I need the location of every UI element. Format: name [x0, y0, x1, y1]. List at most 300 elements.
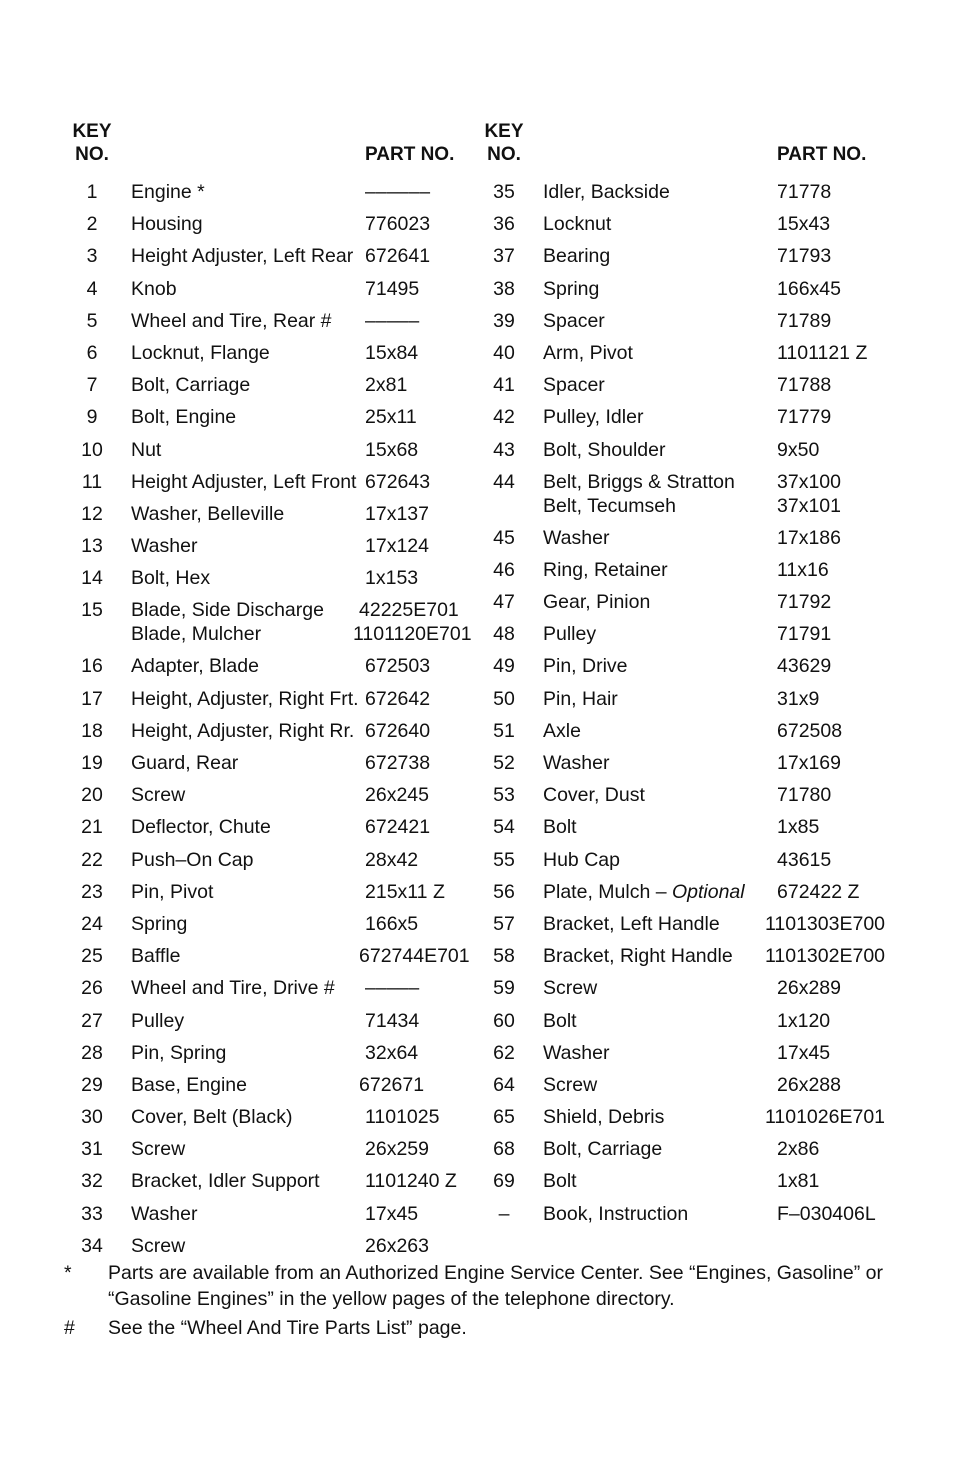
- description-text: Locknut: [543, 213, 612, 236]
- part-description: [543, 912, 720, 936]
- parts-row: [472, 908, 912, 940]
- description-text: Gear, Pinion: [543, 591, 651, 614]
- key-number: 12: [81, 502, 103, 525]
- part-description: [543, 654, 628, 678]
- part-number: 672642: [365, 687, 431, 710]
- description-text: Adapter, Blade: [131, 655, 259, 678]
- description-text: Bearing: [543, 245, 611, 268]
- key-number: 11: [81, 470, 103, 493]
- key-number: 21: [81, 816, 103, 839]
- parts-row: [472, 434, 912, 466]
- part-number: 71791: [777, 623, 832, 646]
- parts-row: [472, 1133, 912, 1165]
- description-text: Housing: [131, 213, 203, 236]
- key-number: 18: [81, 719, 103, 742]
- parts-row: [472, 844, 912, 876]
- key-number: 5: [86, 309, 98, 332]
- part-number: 1x153: [365, 567, 419, 590]
- part-number: 672422 Z: [777, 880, 860, 903]
- key-number: 65: [493, 1106, 515, 1129]
- key-number: 17: [81, 687, 103, 710]
- part-number: 26x263: [365, 1234, 429, 1257]
- key-number: 53: [493, 784, 515, 807]
- part-number: 17x45: [777, 1041, 831, 1064]
- part-number: 15x68: [365, 438, 419, 461]
- parts-row: [60, 466, 480, 498]
- part-description: [131, 912, 187, 936]
- key-number: 55: [493, 848, 515, 871]
- part-number: 1101025: [365, 1106, 440, 1129]
- parts-row: [472, 618, 912, 650]
- parts-row: [60, 337, 480, 369]
- part-description: [131, 277, 177, 301]
- part-description: [543, 590, 650, 614]
- key-number: 29: [81, 1073, 103, 1096]
- part-description: [543, 1009, 577, 1033]
- description-text: Spring: [543, 277, 600, 300]
- parts-row: [60, 715, 480, 747]
- part-description: [543, 783, 645, 807]
- parts-row: [60, 1198, 480, 1230]
- parts-row: [472, 176, 912, 208]
- part-number: 31x9: [777, 687, 820, 710]
- description-text: Bolt, Shoulder: [543, 438, 666, 461]
- part-number: 672738: [365, 752, 431, 774]
- key-number: 33: [81, 1202, 103, 1225]
- part-description: [543, 558, 668, 582]
- parts-row: [472, 1037, 912, 1069]
- part-number: 71788: [777, 374, 832, 397]
- part-number: 672640: [365, 719, 431, 742]
- part-number: 672503: [365, 655, 431, 678]
- key-number: 30: [81, 1106, 103, 1129]
- description-text: Bolt: [543, 1170, 577, 1193]
- key-number: 7: [86, 374, 98, 397]
- description-text: Ring, Retainer: [543, 558, 668, 581]
- part-description: [543, 751, 609, 775]
- parts-row: [60, 369, 480, 401]
- description-italic: Optional: [671, 880, 745, 903]
- key-number: 60: [493, 1009, 515, 1032]
- part-description: [543, 848, 620, 872]
- description-text: Screw: [543, 1073, 598, 1096]
- part-description: [131, 341, 270, 365]
- description-text: Pin, Spring: [131, 1041, 227, 1064]
- part-number: 1101026E701: [765, 1106, 886, 1129]
- parts-row: [60, 240, 480, 272]
- key-number: 49: [493, 655, 515, 678]
- part-number: 672508: [777, 719, 843, 742]
- part-number: 37x100: [777, 470, 841, 493]
- description-text: Wheel and Tire, Rear #: [131, 309, 332, 332]
- part-description: [131, 438, 161, 462]
- parts-row: [60, 1101, 480, 1133]
- part-number: F–030406L: [777, 1202, 876, 1225]
- parts-row: [60, 1037, 480, 1069]
- part-description: [131, 470, 356, 494]
- part-description: [131, 751, 238, 775]
- footnote-symbol: *: [64, 1262, 72, 1284]
- part-description: [131, 1169, 320, 1193]
- description-text: Deflector, Chute: [131, 816, 271, 839]
- part-description: [131, 944, 181, 968]
- description-text: Pin, Drive: [543, 655, 628, 678]
- parts-row: [60, 908, 480, 940]
- parts-row: [60, 562, 480, 594]
- part-number: 25x11: [365, 406, 417, 429]
- parts-row: [60, 401, 480, 433]
- key-number: 35: [493, 181, 515, 203]
- parts-row: [472, 305, 912, 337]
- part-number: –––––: [365, 309, 420, 332]
- parts-row: [472, 369, 912, 401]
- part-description: [543, 526, 609, 550]
- part-number: 11x16: [777, 558, 829, 581]
- part-description: [131, 976, 335, 1000]
- part-number-alt: 37x101: [777, 494, 841, 517]
- key-number: 28: [81, 1041, 103, 1064]
- key-header-line2: NO.: [75, 144, 109, 165]
- description-text: Axle: [543, 719, 581, 742]
- description-text: Bolt: [543, 816, 577, 839]
- description-text: Spring: [131, 912, 188, 935]
- parts-row: [472, 522, 912, 554]
- description-text: Bracket, Left Handle: [543, 912, 720, 935]
- part-number: 15x43: [777, 213, 831, 236]
- part-description: [131, 1234, 185, 1258]
- footnote-text: See the “Wheel And Tire Parts List” page.: [108, 1317, 467, 1339]
- description-text: Height, Adjuster, Right Frt.: [131, 687, 359, 710]
- description-text: Knob: [131, 277, 177, 300]
- column-header: [472, 118, 912, 170]
- part-description: [131, 719, 354, 743]
- part-number: 42225E701: [359, 599, 459, 622]
- description-text: Bolt: [543, 1009, 577, 1032]
- part-number: 32x64: [365, 1041, 419, 1064]
- part-number: 1101121 Z: [777, 341, 868, 364]
- description-text: Pulley: [543, 623, 597, 646]
- key-number: 40: [493, 341, 515, 364]
- part-description: [543, 1073, 597, 1097]
- description-text: Pin, Hair: [543, 687, 618, 710]
- parts-row: [60, 844, 480, 876]
- description-text: Washer: [543, 752, 610, 774]
- description-text: Push–On Cap: [131, 848, 254, 871]
- part-number: 2x81: [365, 374, 408, 397]
- key-number: 68: [493, 1138, 515, 1161]
- description-text: Screw: [543, 977, 598, 1000]
- key-number: 2: [86, 213, 98, 236]
- key-no-header: [472, 120, 536, 166]
- part-number: 28x42: [365, 848, 419, 871]
- key-number: 46: [493, 558, 515, 581]
- key-header-line1: KEY: [484, 121, 524, 142]
- parts-row: [60, 176, 480, 208]
- part-description: [131, 848, 254, 872]
- key-number: 50: [493, 687, 515, 710]
- key-number: 39: [493, 309, 515, 332]
- key-number: 54: [493, 816, 515, 839]
- description-text: Bolt, Carriage: [543, 1138, 663, 1161]
- part-number: 1101303E700: [765, 912, 886, 935]
- parts-column-right: [472, 118, 912, 1230]
- key-number: 58: [493, 945, 515, 968]
- part-number: 26x289: [777, 977, 841, 1000]
- parts-row: [472, 1198, 912, 1230]
- part-description: [131, 1105, 292, 1129]
- part-number: 26x259: [365, 1138, 429, 1161]
- key-number: 34: [81, 1234, 103, 1257]
- parts-row: [60, 811, 480, 843]
- key-number: 9: [86, 406, 98, 429]
- part-number: 43629: [777, 655, 832, 678]
- part-description: [131, 534, 197, 558]
- parts-row: [472, 273, 912, 305]
- key-number: 62: [493, 1041, 515, 1064]
- description-text: Blade, Side Discharge: [131, 599, 324, 622]
- description-text: Spacer: [543, 374, 605, 397]
- part-number: 9x50: [777, 438, 820, 461]
- description-text: Screw: [131, 784, 186, 807]
- key-number: 59: [493, 977, 515, 1000]
- part-number: ––––––: [365, 181, 431, 203]
- part-number: 215x11 Z: [365, 880, 445, 903]
- parts-row: [60, 1133, 480, 1165]
- description-text: Hub Cap: [543, 848, 620, 871]
- part-description: [131, 815, 271, 839]
- parts-row: [60, 972, 480, 1004]
- key-number: 15: [81, 599, 103, 622]
- parts-row: [60, 1005, 480, 1037]
- parts-row: [472, 240, 912, 272]
- description-text: Washer: [543, 526, 610, 549]
- part-number: 71780: [777, 784, 832, 807]
- description-text: Guard, Rear: [131, 752, 239, 774]
- part-number: 26x288: [777, 1073, 841, 1096]
- part-number: 71779: [777, 406, 832, 429]
- part-number: 672421: [365, 816, 431, 839]
- part-description: [543, 1105, 664, 1129]
- parts-rows-left: [60, 176, 480, 1262]
- part-description: [543, 1169, 577, 1193]
- description-text: Bolt, Hex: [131, 567, 211, 590]
- description-text: Washer: [131, 1202, 198, 1225]
- key-number: 13: [81, 535, 103, 558]
- part-description: [131, 405, 236, 429]
- part-description: [131, 180, 205, 204]
- part-description: [543, 341, 633, 365]
- key-number: 52: [493, 752, 515, 774]
- part-description: [543, 212, 611, 236]
- part-description: [131, 502, 284, 526]
- parts-row: [472, 466, 912, 522]
- part-description: [543, 405, 643, 429]
- key-number: 23: [81, 880, 103, 903]
- part-number: 17x137: [365, 502, 429, 525]
- description-text: Pin, Pivot: [131, 880, 214, 903]
- parts-row: [472, 876, 912, 908]
- part-description: [543, 180, 670, 204]
- key-number: 31: [81, 1138, 103, 1161]
- part-description: [131, 1009, 184, 1033]
- key-number: 6: [86, 341, 98, 364]
- parts-row: [472, 683, 912, 715]
- part-description: [131, 212, 203, 236]
- description-text: Bracket, Right Handle: [543, 945, 733, 968]
- part-number: 1x81: [777, 1170, 820, 1193]
- part-number: 1x120: [777, 1009, 831, 1032]
- part-number: 71495: [365, 277, 420, 300]
- key-number: 45: [493, 526, 515, 549]
- parts-row: [472, 586, 912, 618]
- part-number: 2x86: [777, 1138, 820, 1161]
- part-description: [131, 598, 324, 622]
- parts-row: [60, 208, 480, 240]
- parts-column-left: [60, 118, 480, 1262]
- description-text: Bracket, Idler Support: [131, 1170, 320, 1193]
- description-text: Pulley, Idler: [543, 406, 644, 429]
- description-text: Spacer: [543, 309, 605, 332]
- part-description: [543, 1137, 662, 1161]
- parts-row: [60, 876, 480, 908]
- part-description: [543, 1202, 688, 1226]
- parts-row: [472, 715, 912, 747]
- description-text: Baffle: [131, 945, 181, 968]
- description-text: Locknut, Flange: [131, 341, 270, 364]
- key-number: 47: [493, 591, 515, 614]
- parts-row: [60, 273, 480, 305]
- description-text: Height Adjuster, Left Rear: [131, 245, 354, 268]
- part-description: [131, 244, 353, 268]
- part-number: 672643: [365, 470, 431, 493]
- part-description: [543, 373, 605, 397]
- parts-row: [60, 498, 480, 530]
- key-number: 36: [493, 213, 515, 236]
- description-text: Idler, Backside: [543, 181, 670, 203]
- key-number: –: [498, 1202, 510, 1225]
- part-description-alt: Belt, Tecumseh: [543, 494, 676, 517]
- key-number: 56: [493, 880, 515, 903]
- key-number: 14: [81, 567, 103, 590]
- description-text: Book, Instruction: [543, 1202, 689, 1225]
- key-number: 51: [493, 719, 515, 742]
- part-number: 15x84: [365, 341, 419, 364]
- part-description: [131, 1073, 247, 1097]
- part-number: 166x5: [365, 912, 419, 935]
- part-description: [543, 944, 733, 968]
- key-number: 27: [81, 1009, 103, 1032]
- parts-rows-right: [472, 176, 912, 1230]
- part-description: [131, 783, 185, 807]
- parts-row: [60, 683, 480, 715]
- key-number: 24: [81, 912, 103, 935]
- parts-row: [60, 1069, 480, 1101]
- part-no-header: PART NO.: [777, 144, 867, 165]
- part-description: [543, 880, 745, 904]
- key-number: 38: [493, 277, 515, 300]
- description-text: Screw: [131, 1138, 186, 1161]
- footnote-symbol: #: [64, 1317, 75, 1339]
- description-text: Height, Adjuster, Right Rr.: [131, 719, 355, 742]
- key-number: 69: [493, 1170, 515, 1193]
- part-number: 1x85: [777, 816, 820, 839]
- column-header: [60, 118, 480, 170]
- key-number: 37: [493, 245, 515, 268]
- part-number: 17x186: [777, 526, 841, 549]
- part-description: [131, 1137, 185, 1161]
- parts-row: [60, 305, 480, 337]
- parts-row: [472, 1005, 912, 1037]
- key-number: 19: [81, 752, 103, 774]
- part-number: 71789: [777, 309, 832, 332]
- description-text: Cover, Dust: [543, 784, 645, 807]
- description-text: Plate, Mulch –: [543, 880, 672, 903]
- part-number: 71434: [365, 1009, 420, 1032]
- part-number: 672641: [365, 245, 431, 268]
- parts-row: [472, 940, 912, 972]
- key-no-header: [60, 120, 124, 166]
- key-number: 1: [86, 181, 98, 203]
- parts-row: [60, 594, 480, 650]
- part-description: [131, 1202, 197, 1226]
- description-text: Washer, Belleville: [131, 502, 285, 525]
- parts-row: [472, 1069, 912, 1101]
- part-number: 71793: [777, 245, 832, 268]
- description-text: Shield, Debris: [543, 1106, 665, 1129]
- key-number: 43: [493, 438, 515, 461]
- description-text: Engine *: [131, 181, 205, 203]
- parts-row: [472, 747, 912, 779]
- part-number: 26x245: [365, 784, 429, 807]
- description-text: Bolt, Engine: [131, 406, 237, 429]
- key-number: 44: [493, 470, 515, 493]
- parts-row: [472, 554, 912, 586]
- description-text: Arm, Pivot: [543, 341, 633, 364]
- part-number: 1101302E700: [765, 945, 886, 968]
- parts-row: [60, 1165, 480, 1197]
- parts-row: [472, 779, 912, 811]
- key-number: 3: [86, 245, 98, 268]
- key-number: 26: [81, 977, 103, 1000]
- key-number: 57: [493, 912, 515, 935]
- part-number: 17x169: [777, 752, 841, 774]
- key-number: 16: [81, 655, 103, 678]
- part-description: [131, 687, 359, 711]
- part-number: –––––: [365, 977, 420, 1000]
- parts-row: [472, 811, 912, 843]
- description-text: Screw: [131, 1234, 186, 1257]
- footnote: [60, 1315, 920, 1341]
- part-description: [543, 622, 596, 646]
- description-text: Belt, Briggs & Stratton: [543, 470, 735, 493]
- key-number: 25: [81, 945, 103, 968]
- key-number: 4: [86, 277, 98, 300]
- parts-row: [472, 972, 912, 1004]
- parts-row: [60, 940, 480, 972]
- part-description: [543, 719, 581, 743]
- part-number: 17x124: [365, 535, 429, 558]
- part-number: 43615: [777, 848, 832, 871]
- parts-row: [60, 650, 480, 682]
- description-text: Washer: [543, 1041, 610, 1064]
- parts-row: [472, 401, 912, 433]
- part-number: 71778: [777, 181, 832, 203]
- key-number: 32: [81, 1170, 103, 1193]
- part-number: 672671: [359, 1073, 425, 1096]
- part-description: [543, 277, 599, 301]
- part-description: [131, 880, 213, 904]
- part-description: [543, 815, 577, 839]
